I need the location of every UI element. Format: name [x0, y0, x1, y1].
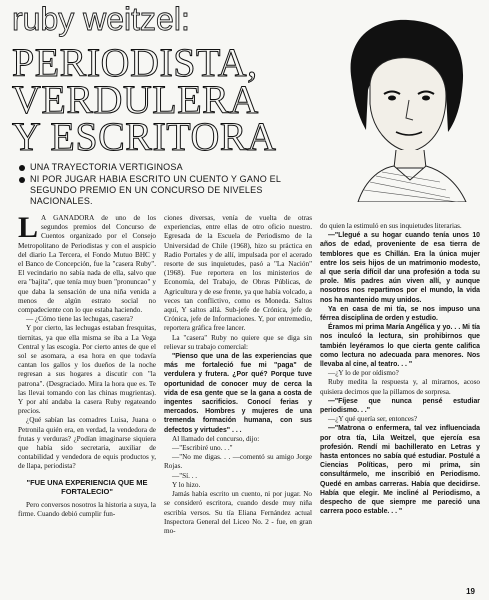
paragraph: Y por cierto, las lechugas estaban fresquitas, tiernitas, ya que ella misma se iba a La Vega Central y las escogía. Por cierto antes de que el sol se asomara, a esa hora en que todavía cantan los gallos y los dueños de la noche regresan a sus hogares a discutir con "la patrona". (Desgraciado. Mira la hora que es. Te las llevai tomando con las chinas mugrientas). Y por ahí andaba la casera Ruby regateando precios.: [18, 324, 156, 416]
paragraph: Jamás había escrito un cuento, ni por jugar. No se consideró escritora, cuando desde muy niña escribía versos. Su tía Eliana Fernández actual Inspectora General del Liceo No. 2 - fue, en gran mo-: [164, 490, 312, 535]
paragraph: —"Sí. . .: [172, 471, 198, 480]
paragraph: Y lo hizo.: [172, 480, 201, 489]
headline-line-2: VERDULERA: [12, 77, 259, 122]
quote-paragraph: Éramos mi prima María Angélica y yo. . . Mi tía nos inculcó la lectura, sin prohibirnos que también leyéramos lo que cierta gente califica como lectura no adecuada para menores. Nos llevaba al cine, al teatro. . . ": [320, 324, 480, 369]
headline-line-1: PERIODISTA,: [12, 40, 258, 85]
article-column-2: [164, 214, 312, 594]
paragraph: —¿Y lo de por oídismo?: [328, 369, 399, 378]
paragraph: —¿Y qué quería ser, entonces?: [328, 415, 418, 424]
headline-line-3: Y ESCRITORA: [12, 114, 277, 159]
article-column-3: [320, 222, 480, 596]
quote-paragraph: —"Llegué a su hogar cuando tenía unos 10 años de edad, proveniente de esa tierra de temblores que es Chillán. Era la única mujer entre los seis hijos de un matrimonio modesto, al que sería difícil dar una profesión a toda su prole. Mis padres aún viven allí, y aunque nosotros nos repartimos por el mundo, la vida nos ha mantenido muy unidos.: [320, 232, 480, 304]
summary-bullets: [18, 162, 318, 208]
portrait-illustration: [330, 12, 480, 202]
paragraph: — ¿Cómo tiene las lechugas, casera?: [26, 315, 133, 324]
article-column-1: [18, 214, 156, 594]
paragraph: —"Escribiré uno. . .": [172, 444, 233, 453]
paragraph: La "casera" Ruby no quiere que se diga sin relievar su trabajo comercial:: [164, 333, 312, 351]
paragraph: A GANADORA de uno de los segundos premios del Concurso de Cuentos organizado por el Consejo Metropolitano de Periodistas y con el auspicio del diario La Tercera, el Fondo Mutuo BHC y el Banco de Concepción, fue la "casera Ruby". El vecindario no sabía nada de ella, salvo que era "bajita", que tenía muy buen "pronuncao" y que daba la sensación de una niña venida a menos de algún estrato social no compadeciente con lo que estaba haciendo.: [18, 214, 156, 315]
bullet-item-2: NI POR JUGAR HABIA ESCRITO UN CUENTO Y GANO EL SEGUNDO PREMIO EN UN CONCURSO DE NIVELES NACIONALES.: [18, 174, 318, 207]
quote-paragraph: Ya en casa de mi tía, se nos impuso una férrea disciplina de orden y estudio.: [320, 305, 480, 323]
paragraph: Ruby medita la respuesta y, al mirarnos, acoso quisiera decirnos que la pillamos de sorpresa.: [320, 378, 480, 396]
paragraph: do quien la estimuló en sus inquietudes literarias.: [320, 222, 462, 230]
drop-cap: L: [18, 214, 39, 244]
paragraph: ciones diversas, venía de vuelta de otras experiencias, entre ellas de otro oficio nuestro. Egresada de la Escuela de Periodismo de la Universidad de Chile (1968), hizo su práctica en Radio Portales y de allí, impulsada por el acerado resorte de sus inquietudes, pasó a "La Nación" (1968). Fue reportera en los ministerios de Economía, del Trabajo, de Obras Públicas, de Agricultura y de ese frente, ya que había volcado, a veces tan conflictivo, como es Moneda. Saltos aquí, Y saltos allá. Sub-jefe de Crónica, jefe de Crónica, jefe de Informaciones. Y, por entremedio, reportera gráfica free lancer.: [164, 214, 312, 333]
bullet-item-1: UNA TRAYECTORIA VERTIGINOSA: [18, 162, 318, 173]
paragraph: Pero conversos nosotros la historia a suya, la firme. Cuando debió cumplir fun-: [18, 500, 156, 518]
page-number: 19: [466, 587, 475, 596]
paragraph: —"No me digas. . . —comentó su amigo Jorge Rojas.: [164, 453, 312, 471]
paragraph: Al llamado del concurso, dijo:: [172, 434, 260, 443]
kicker-name: ruby weitzel:: [12, 1, 190, 37]
quote-paragraph: —"Fíjese que nunca pensé estudiar periodismo. . .": [320, 397, 480, 415]
section-subheading: "FUE UNA EXPERIENCIA QUE ME FORTALECIO": [26, 477, 148, 496]
quote-paragraph: —"Matrona o enfermera, tal vez influenciada por otra tía, Lila Weitzel, que ejercía esa profesión. Rendí mi bachillerato en Letras y hasta entonces no sabía qué estudiar. Postulé a Ciencias Políticas, pero mi prima, sin consultármelo, me inscribió en Periodismo. Quedé en ambas carreras. Había que decidirse. Había que elegir. Me incliné al Periodismo, a despecho de que siempre me pareció una carrera poco estable. . . ": [320, 425, 480, 516]
quote-paragraph: "Pienso que una de las experiencias que más me fortaleció fue mi "paga" de verdulera y frutera. ¿Por qué? Porque tuve oportunidad de conocer muy de cerca la vida de esa gente que se la gana a costa de ingentes sacrificios. Conocí ferias y mercados. Hombres y mujeres de una tremenda formación humana, con sus defectos y virtudes" . . .: [164, 353, 312, 434]
headline: [12, 40, 277, 159]
paragraph: ¿Qué sabían las comadres Luisa, Juana o Petronila quién era, en verdad, la vendedora de frutas y verduras? ¿Podían imaginarse siquiera que había sido secretaria, auxiliar de contabilidad y vendedora de equis productos y, de llapa, periodista?: [18, 416, 156, 471]
